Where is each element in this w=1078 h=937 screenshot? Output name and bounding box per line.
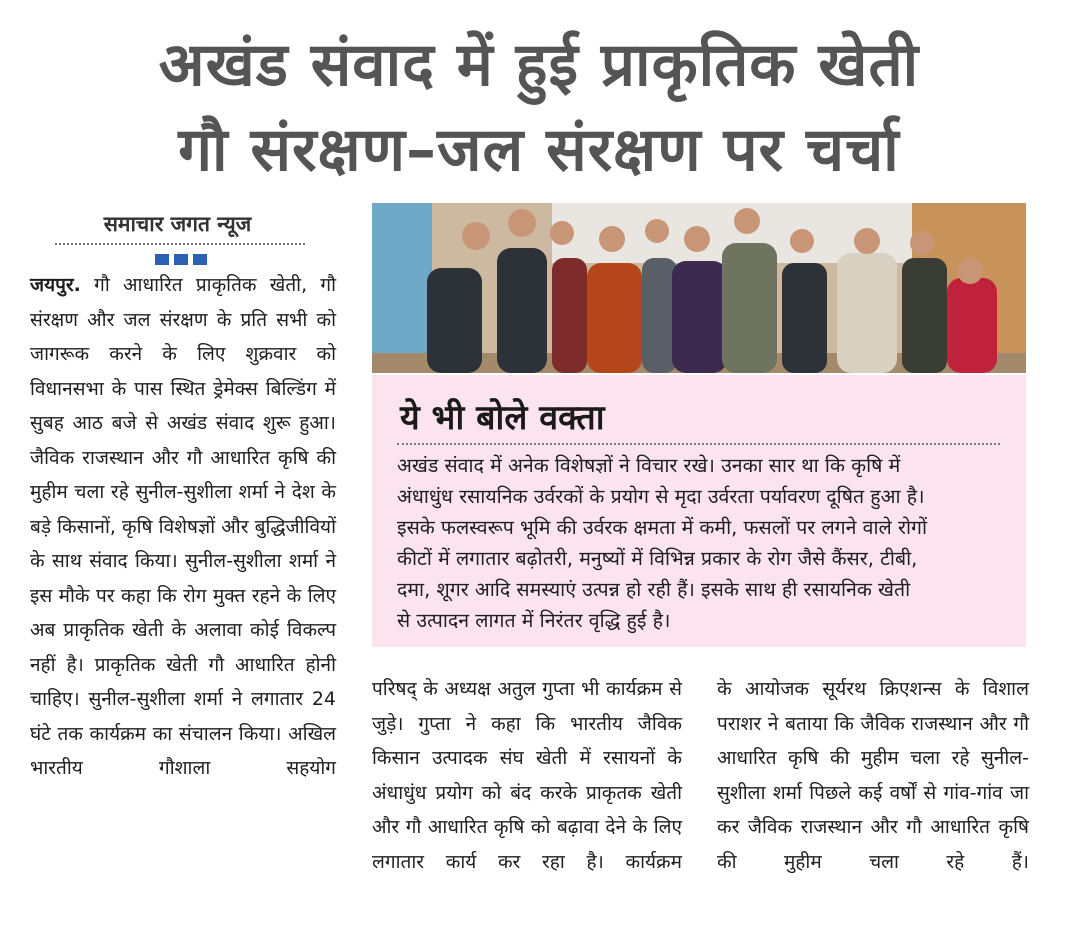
headline-line-1: अखंड संवाद में हुई प्राकृतिक खेती [158,30,920,100]
article-text-2: परिषद् के अध्यक्ष अतुल गुप्ता भी कार्यक्रम से जुड़े। गुप्ता ने कहा कि भारतीय जैविक किसान उत्पादक संघ खेती में रसायनों के अंधाधुंध प्रयोग को बंद करके प्राकृतक खेती और गौ आधारित कृषि को बढ़ावा देने के लिए लगातार कार्य कर रहा है। कार्यक्रम [372,678,682,873]
sidebar-line: कीटों में लगातार बढ़ोतरी, मनुष्यों में विभिन्न प्रकार के रोग जैसे कैंसर, टीबी, [397,547,918,570]
headline-line-2: गौ संरक्षण–जल संरक्षण पर चर्चा [178,115,900,185]
byline-divider [55,243,305,245]
dateline: जयपुर. [30,274,81,296]
byline-ornament [155,250,212,269]
article-column-3 [717,672,1029,879]
sidebar-line: दमा, शूगर आदि समस्याएं उत्पन्न हो रही हैं। इसके साथ ही रसायनिक खेती [397,578,911,601]
article-text-1: गौ आधारित प्राकृतिक खेती, गौ संरक्षण और जल संरक्षण के प्रति सभी को जागरूक करने के लिए शुक्रवार को विधानसभा के पास स्थित ड्रेमेक्स बिल्डिंग में सुबह आठ बजे से अखंड संवाद शुरू हुआ। जैविक राजस्थान और गौ आधारित कृषि की मुहीम चला रहे सुनील-सुशीला शर्मा ने देश के बड़े किसानों, कृषि विशेषज्ञों और बुद्धिजीवियों के साथ संवाद किया। सुनील-सुशीला शर्मा ने इस मौके पर कहा कि रोग मुक्त रहने के लिए अब प्राकृतिक खेती के अलावा कोई विकल्प नहीं है। प्राकृतिक खेती गौ आधारित होनी चाहिए। सुनील-सुशीला शर्मा ने लगातार 24 घंटे तक कार्यक्रम का संचालन किया। अखिल भारतीय गौशाला सहयोग [30,274,336,779]
sidebar-title: ये भी बोले वक्ता [400,398,605,438]
article-column-1 [30,268,336,786]
sidebar-line: अंधाधुंध रसायनिक उर्वरकों के प्रयोग से मृदा उर्वरता पर्यावरण दूषित हुआ है। [397,485,925,508]
sidebar-body [397,450,1003,636]
article-text-3: के आयोजक सूर्यरथ क्रिएशन्स के विशाल पराशर ने बताया कि जैविक राजस्थान और गौ आधारित कृषि की मुहीम चला रहे सुनील-सुशीला शर्मा पिछले कई वर्षों से गांव-गांव जा कर जैविक राजस्थान और गौ आधारित कृषि की मुहीम चला रहे हैं। [717,678,1029,873]
group-photo-illustration [372,203,1026,373]
byline: समाचार जगत न्यूज [103,212,252,236]
sidebar-divider [397,443,1000,445]
group-photo [372,203,1026,373]
sidebar-line: इसके फलस्वरूप भूमि की उर्वरक क्षमता में कमी, फसलों पर लगने वाले रोगों [397,516,928,539]
article-column-2 [372,672,682,879]
sidebar-line: से उत्पादन लागत में निरंतर वृद्धि हुई है। [397,609,671,632]
sidebar-line: अखंड संवाद में अनेक विशेषज्ञों ने विचार रखे। उनका सार था कि कृषि में [397,454,901,477]
